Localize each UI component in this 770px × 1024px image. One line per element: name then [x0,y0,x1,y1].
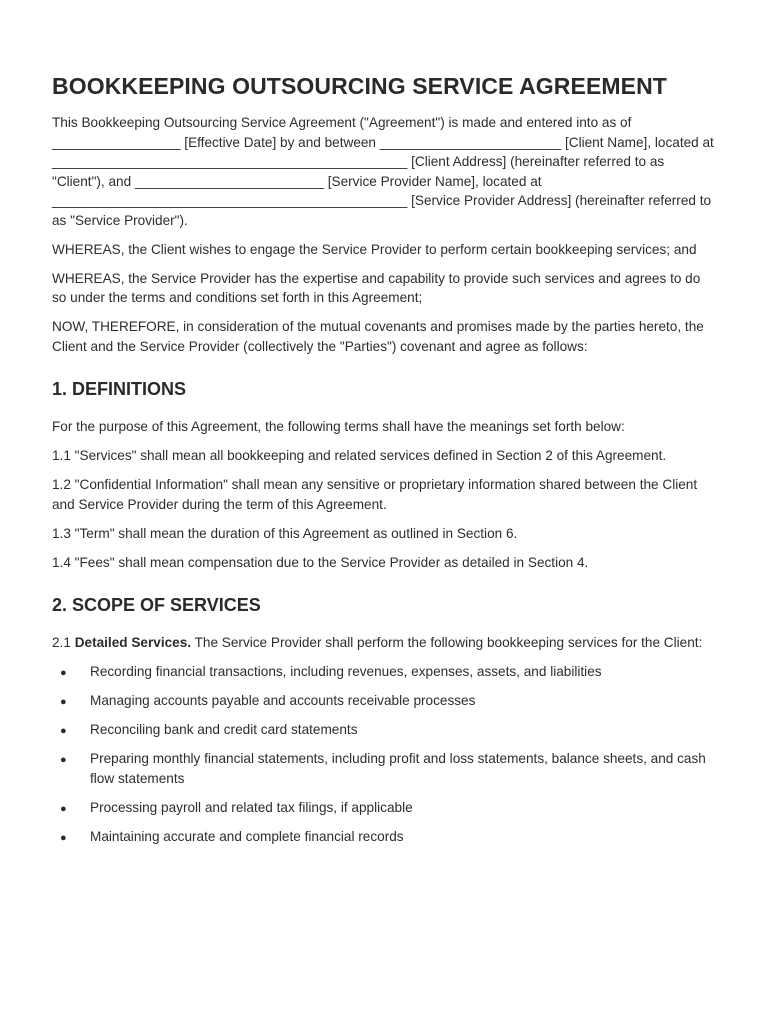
whereas-paragraph-1: WHEREAS, the Client wishes to engage the Service Provider to perform certain bookkeeping services; and [52,241,697,257]
intro-paragraph: This Bookkeeping Outsourcing Service Agreement ("Agreement") is made and entered into as of _________________ [Effective Date] by and between ________________________ [Client Name], located at _______________________________________________ [Client Address] (hereinafter referred to as "Client"), and _________________________ [Service Provider Name], located at _______________________________________________ [Service Provider Address] (hereinafter referred to as "Service Provider"). [52,115,714,228]
definition-item: 1.4 "Fees" shall mean compensation due to the Service Provider as detailed in Section 4. [52,554,589,570]
list-item-text: Processing payroll and related tax filings, if applicable [90,799,413,815]
subsection-title: Detailed Services. [74,635,192,650]
bullet-icon: ● [60,725,67,737]
document-title: BOOKKEEPING OUTSOURCING SERVICE AGREEMENT [52,73,667,99]
list-item-text: Managing accounts payable and accounts receivable processes [90,693,476,708]
detailed-services-paragraph [52,633,718,653]
bullet-icon: ● [60,754,67,766]
list-item [52,720,718,740]
bullet-icon: ● [60,667,67,679]
list-item-text: Reconciling bank and credit card statements [90,722,358,737]
section-scope-of-services [52,594,718,846]
bullet-icon: ● [60,802,67,815]
definition-item: 1.1 "Services" shall mean all bookkeeping and related services defined in Section 2 of this Agreement. [52,448,667,463]
subsection-text: The Service Provider shall perform the following bookkeeping services for the Client: [191,635,703,650]
bullet-icon: ● [60,831,67,844]
definitions-intro: For the purpose of this Agreement, the following terms shall have the meanings set forth below: [52,419,625,434]
list-item-text: Preparing monthly financial statements, including profit and loss statements, balance sheets, and cash flow statements [90,751,706,786]
list-item-text: Maintaining accurate and complete financial records [90,828,404,844]
list-item-text: Recording financial transactions, including revenues, expenses, assets, and liabilities [90,664,602,679]
bullet-icon: ● [60,696,67,708]
section-heading-scope: 2. SCOPE OF SERVICES [52,595,261,615]
list-item [52,662,718,682]
section-heading-definitions: 1. DEFINITIONS [52,379,187,399]
list-item [52,749,718,788]
whereas-paragraph-2: WHEREAS, the Service Provider has the expertise and capability to provide such services and agrees to do so under the terms and conditions set forth in this Agreement; [52,270,701,305]
list-item [52,798,718,818]
section-definitions [52,378,718,572]
definition-item: 1.2 "Confidential Information" shall mean any sensitive or proprietary information shared between the Client and Service Provider during the term of this Agreement. [52,477,698,512]
subsection-number: 2.1 [52,635,75,650]
list-item [52,827,718,847]
services-list [52,662,718,846]
definition-item: 1.3 "Term" shall mean the duration of this Agreement as outlined in Section 6. [52,525,518,541]
list-item [52,691,718,711]
now-therefore-paragraph: NOW, THEREFORE, in consideration of the mutual covenants and promises made by the parties hereto, the Client and the Service Provider (collectively the "Parties") covenant and agree as follows: [52,319,704,354]
